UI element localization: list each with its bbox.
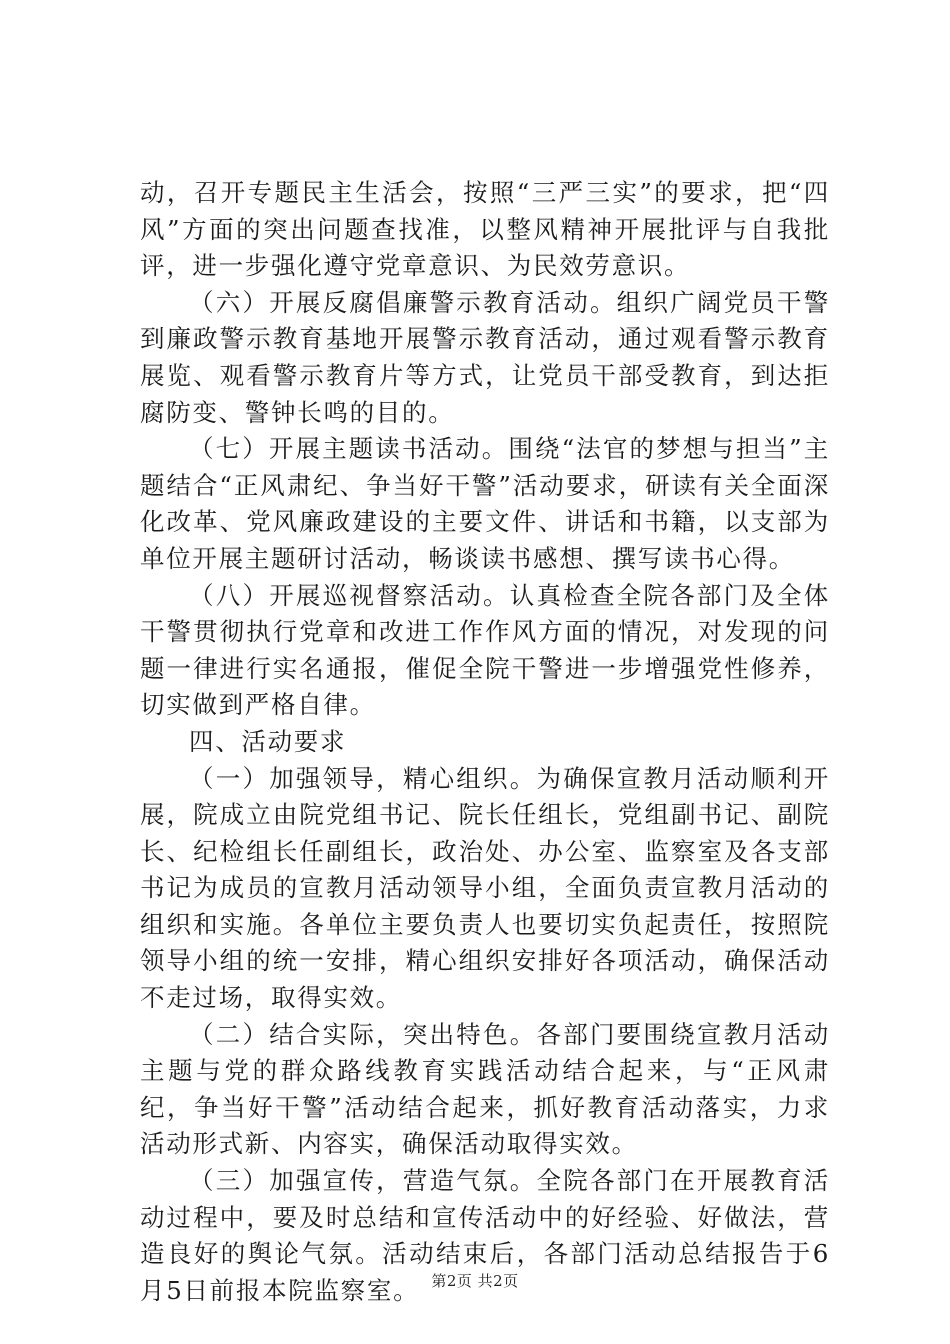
section-heading: 四、活动要求 (189, 726, 347, 756)
paragraph-item-7: （七）开展主题读书活动。围绕“法官的梦想与担当”主题结合“正风肃纪、争当好干警”活动要求，研读有关全面深化改革、党风廉政建设的主要文件、讲话和书籍，以支部为单位开展主题研讨活动，畅谈读书感想、撰写读书心得。 (140, 434, 830, 573)
paragraph-requirement-3: （三）加强宣传，营造气氛。全院各部门在开展教育活动过程中，要及时总结和宣传活动中的好经验、好做法，营造良好的舆论气氛。活动结束后，各部门活动总结报告于6月5日前报本院监察室。 (140, 1166, 830, 1305)
paragraph-requirement-2: （二）结合实际，突出特色。各部门要围绕宣教月活动主题与党的群众路线教育实践活动结合起来，与“正风肃纪，争当好干警”活动结合起来，抓好教育活动落实，力求活动形式新、内容实，确保活动取得实效。 (140, 1019, 830, 1159)
paragraph-item-8: （八）开展巡视督察活动。认真检查全院各部门及全体干警贯彻执行党章和改进工作作风方面的情况，对发现的问题一律进行实名通报，催促全院干警进一步增强党性修养，切实做到严格自律。 (140, 580, 830, 720)
paragraph-continuation: 动，召开专题民主生活会，按照“三严三实”的要求，把“四风”方面的突出问题查找准，以整风精神开展批评与自我批评，进一步强化遵守党章意识、为民效劳意识。 (140, 178, 830, 281)
page-number-footer: 第2页 共2页 (431, 1272, 519, 1290)
paragraph-item-6: （六）开展反腐倡廉警示教育活动。组织广阔党员干警到廉政警示教育基地开展警示教育活动，通过观看警示教育展览、观看警示教育片等方式，让党员干部受教育，到达拒腐防变、警钟长鸣的目的。 (140, 287, 830, 427)
paragraph-requirement-1: （一）加强领导，精心组织。为确保宣教月活动顺利开展，院成立由院党组书记、院长任组长，党组副书记、副院长、纪检组长任副组长，政治处、办公室、监察室及各支部书记为成员的宣教月活动领导小组，全面负责宣教月活动的组织和实施。各单位主要负责人也要切实负起责任，按照院领导小组的统一安排，精心组织安排好各项活动，确保活动不走过场，取得实效。 (140, 763, 830, 1013)
document-body (140, 175, 830, 1309)
